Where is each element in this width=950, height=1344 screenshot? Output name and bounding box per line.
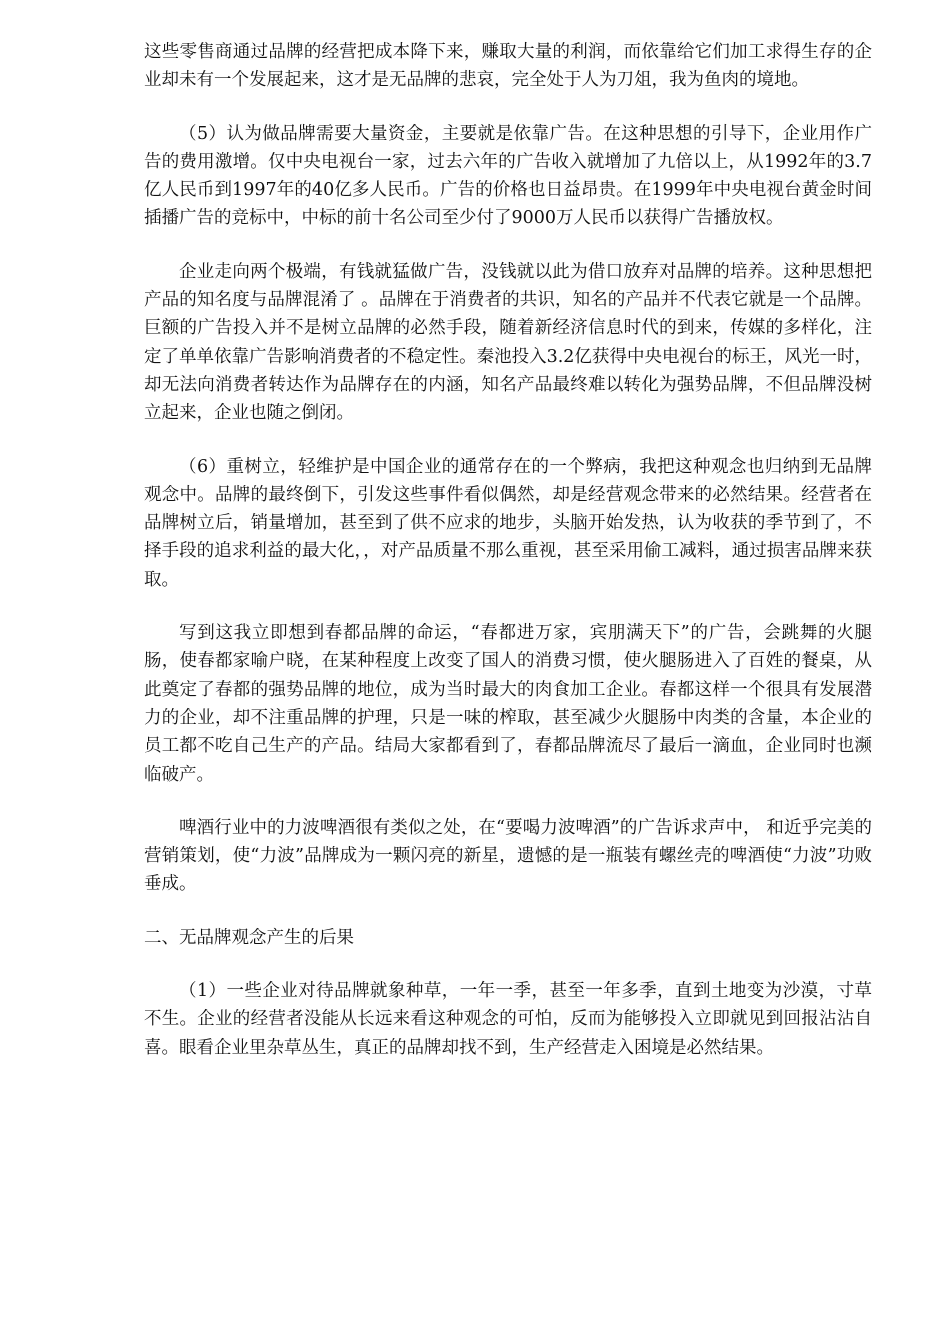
paragraph-two-extremes: 企业走向两个极端，有钱就猛做广告，没钱就以此为借口放弃对品牌的培养。这种思想把产品的知名度与品牌混淆了 。品牌在于消费者的共识，知名的产品并不代表它就是一个品牌。巨额的广告投入并不是树立品牌的必然手段，随着新经济信息时代的到来，传媒的多样化，注定了单单依靠广告影响消费者的不稳定性。秦池投入3.2亿获得中央电视台的标王，风光一时，却无法向消费者转达作为品牌存在的内涵，知名产品最终难以转化为强势品牌，不但品牌没树立起来，企业也随之倒闭。 [144,261,872,424]
paragraph-point-6-maintenance: （6）重树立，轻维护是中国企业的通常存在的一个弊病，我把这种观念也归纳到无品牌观念中。品牌的最终倒下，引发这些事件看似偶然，却是经营观念带来的必然结果。经营者在品牌树立后，销量增加，甚至到了供不应求的地步，头脑开始发热，认为收获的季节到了，不择手段的追求利益的最大化，，对产品质量不那么重视，甚至采用偷工减料，通过损害品牌来获取。 [144,456,872,590]
paragraph-libo-beer: 啤酒行业中的力波啤酒很有类似之处，在“要喝力波啤酒”的广告诉求声中， 和近乎完美的营销策划，使“力波”品牌成为一颗闪亮的新星，遗憾的是一瓶装有螺丝壳的啤酒使“力波”功败垂成。 [144,817,872,895]
paragraph-point-5-advertising: （5）认为做品牌需要大量资金，主要就是依靠广告。在这种思想的引导下，企业用作广告的费用激增。仅中央电视台一家，过去六年的广告收入就增加了九倍以上，从1992年的3.7亿人民币到1997年的40亿多人民币。广告的价格也日益昂贵。在1999年中央电视台黄金时间插播广告的竞标中，中标的前十名公司至少付了9000万人民币以获得广告播放权。 [144,123,872,229]
section-heading-consequences: 二、无品牌观念产生的后果 [144,927,354,948]
paragraph-retailers: 这些零售商通过品牌的经营把成本降下来，赚取大量的利润，而依靠给它们加工求得生存的企业却未有一个发展起来，这才是无品牌的悲哀，完全处于人为刀俎，我为鱼肉的境地。 [144,42,872,91]
paragraph-chundu-brand: 写到这我立即想到春都品牌的命运，“春都进万家，宾朋满天下”的广告，会跳舞的火腿肠，使春都家喻户晓，在某种程度上改变了国人的消费习惯，使火腿肠进入了百姓的餐桌，从此奠定了春都的强势品牌的地位，成为当时最大的肉食加工企业。春都这样一个很具有发展潜力的企业，却不注重品牌的护理，只是一味的榨取，甚至减少火腿肠中肉类的含量，本企业的员工都不吃自己生产的产品。结局大家都看到了，春都品牌流尽了最后一滴血，企业同时也濒临破产。 [144,623,872,785]
paragraph-consequence-1: （1）一些企业对待品牌就象种草，一年一季，甚至一年多季，直到土地变为沙漠，寸草不生。企业的经营者没能从长远来看这种观念的可怕，反而为能够投入立即就见到回报沾沾自喜。眼看企业里杂草丛生，真正的品牌却找不到，生产经营走入困境是必然结果。 [144,981,872,1058]
document-page [144,38,872,1087]
